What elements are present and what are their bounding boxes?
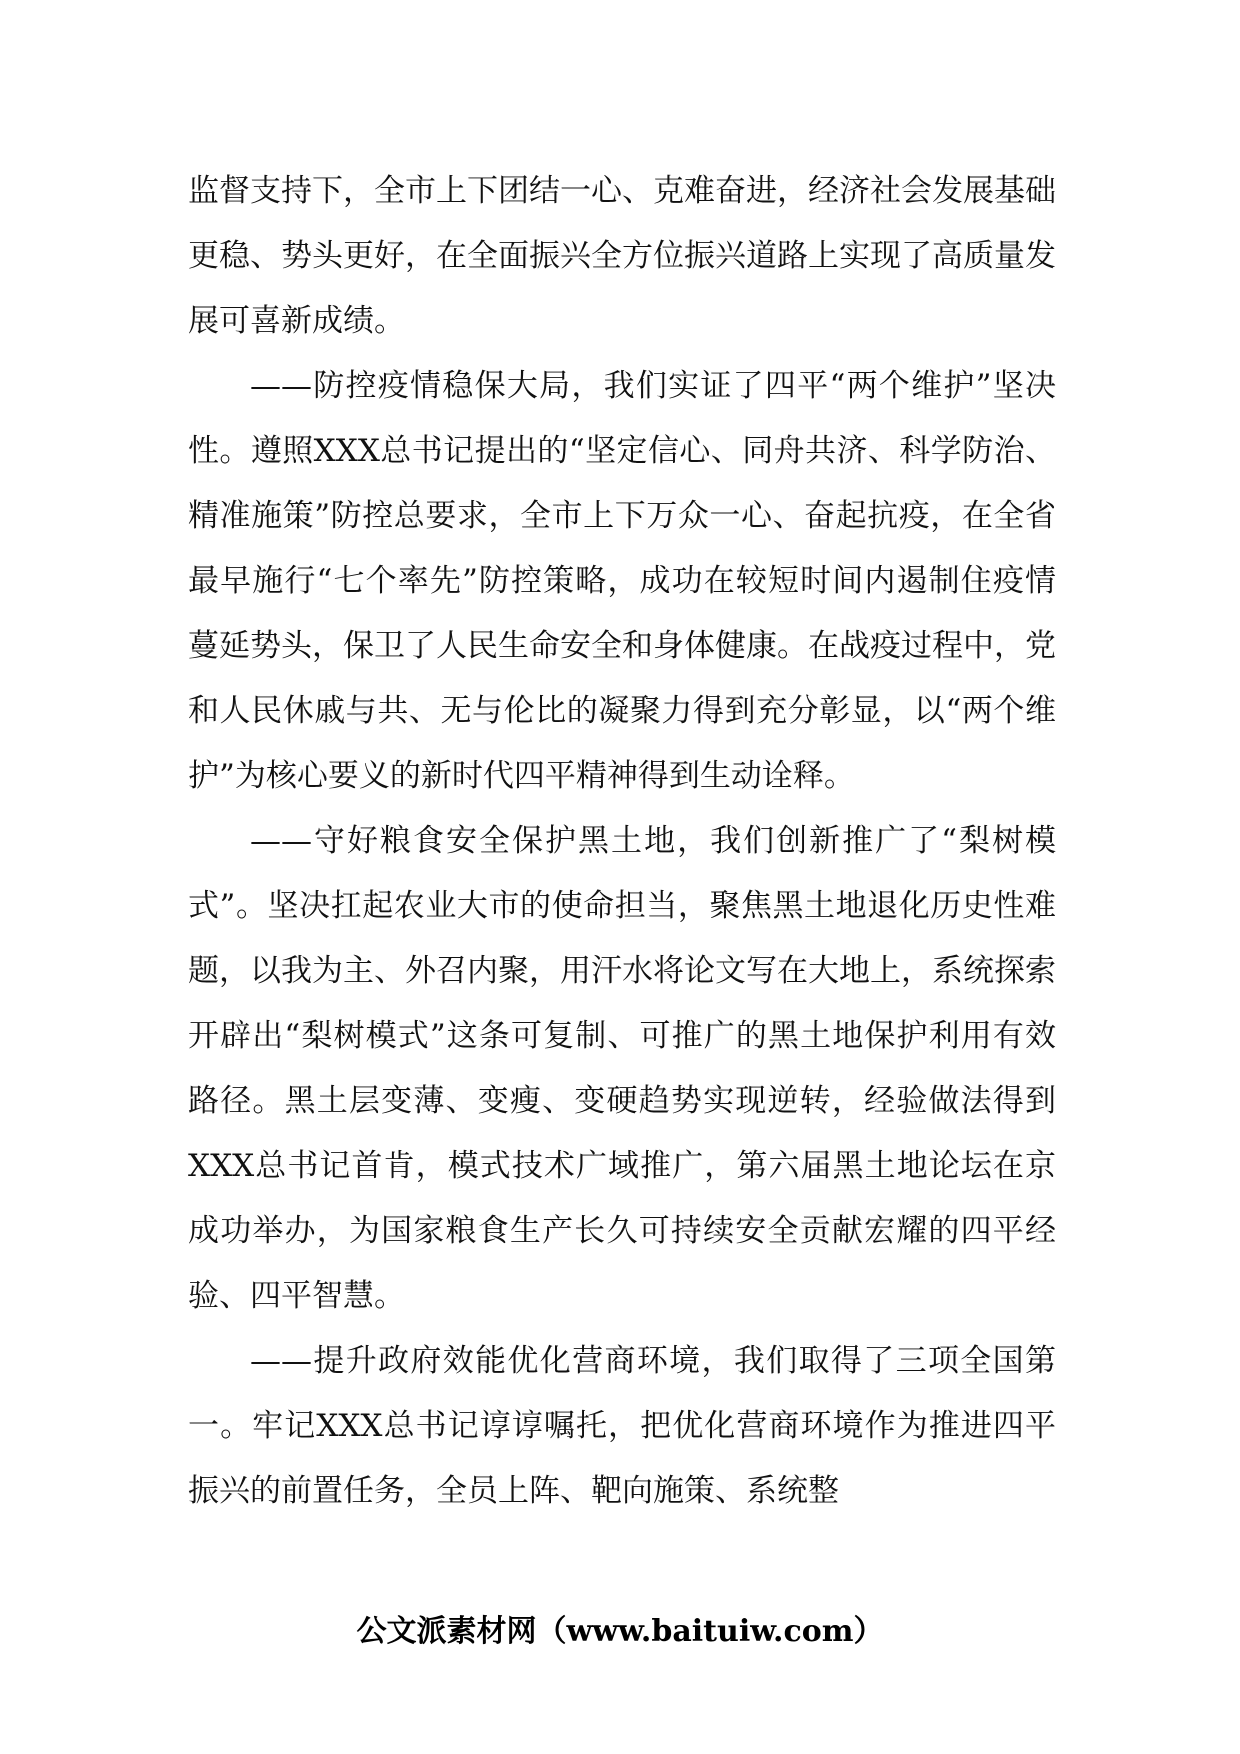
paragraph-continued: 监督支持下，全市上下团结一心、克难奋进，经济社会发展基础更稳、势头更好，在全面振兴全方位振兴道路上实现了高质量发展可喜新成绩。 — [188, 173, 1056, 339]
paragraph-epidemic-control: ——防控疫情稳保大局，我们实证了四平“两个维护”坚决性。遵照XXX总书记提出的“坚定信心、同舟共济、科学防治、精准施策”防控总要求，全市上下万众一心、奋起抗疫，在全省最早施行“七个率先”防控策略，成功在较短时间内遏制住疫情蔓延势头，保卫了人民生命安全和身体健康。在战疫过程中，党和人民休戚与共、无与伦比的凝聚力得到充分彰显，以“两个维护”为核心要义的新时代四平精神得到生动诠释。 — [188, 368, 1056, 794]
body-text — [188, 159, 1056, 1524]
paragraph-black-soil: ——守好粮食安全保护黑土地，我们创新推广了“梨树模式”。坚决扛起农业大市的使命担当，聚焦黑土地退化历史性难题，以我为主、外召内聚，用汗水将论文写在大地上，系统探索开辟出“梨树模式”这条可复制、可推广的黑土地保护利用有效路径。黑土层变薄、变瘦、变硬趋势实现逆转，经验做法得到XXX总书记首肯，模式技术广域推广，第六届黑土地论坛在京成功举办，为国家粮食生产长久可持续安全贡献宏耀的四平经验、四平智慧。 — [188, 823, 1056, 1314]
paragraph-business-environment: ——提升政府效能优化营商环境，我们取得了三项全国第一。牢记XXX总书记谆谆嘱托，把优化营商环境作为推进四平振兴的前置任务，全员上阵、靶向施策、系统整 — [188, 1343, 1056, 1509]
watermark-footer: 公文派素材网（www.baituiw.com） — [356, 1614, 884, 1649]
